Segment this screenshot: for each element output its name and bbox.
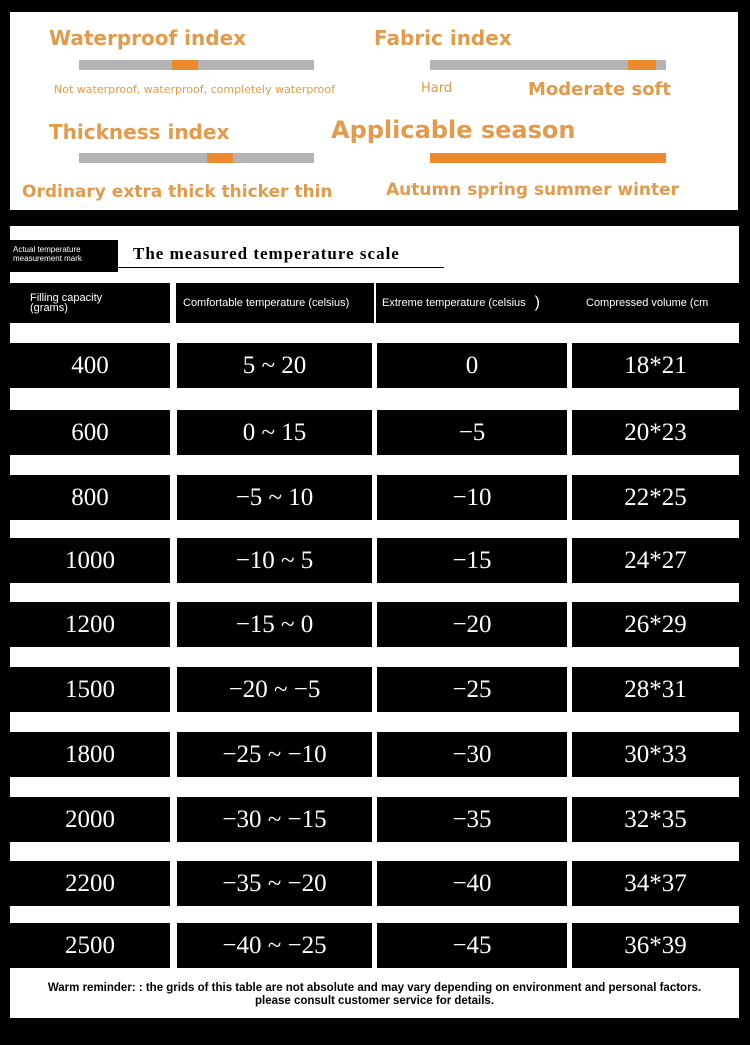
actual-temperature-mark-label: Actual temperature measurement mark <box>10 240 118 272</box>
filling-capacity-cell: 2200 <box>10 861 170 906</box>
waterproof-index-marker <box>172 60 198 70</box>
compressed-volume-cell: 30*33 <box>572 732 739 777</box>
table-row <box>10 861 739 906</box>
compressed-volume-cell: 22*25 <box>572 475 739 520</box>
comfortable-temperature-cell: −35 ~ −20 <box>177 861 372 906</box>
comfortable-temperature-cell: −30 ~ −15 <box>177 797 372 842</box>
comfortable-temperature-cell: −25 ~ −10 <box>177 732 372 777</box>
waterproof-index-title: Waterproof index <box>49 26 247 50</box>
comfortable-temperature-cell: −15 ~ 0 <box>177 602 372 647</box>
fabric-index-title: Fabric index <box>374 26 512 50</box>
comfortable-temperature-cell: 5 ~ 20 <box>177 343 372 388</box>
compressed-volume-cell: 36*39 <box>572 923 739 968</box>
extreme-temperature-cell: −25 <box>377 667 567 712</box>
filling-capacity-cell: 1000 <box>10 538 170 583</box>
extreme-temperature-cell: −40 <box>377 861 567 906</box>
header-extreme-label: Extreme temperature (celsius <box>382 297 526 309</box>
table-row <box>10 343 739 388</box>
extreme-temperature-cell: −5 <box>377 410 567 455</box>
season-options: Autumn spring summer winter <box>386 180 680 200</box>
compressed-volume-cell: 18*21 <box>572 343 739 388</box>
filling-capacity-cell: 600 <box>10 410 170 455</box>
comfortable-temperature-cell: −5 ~ 10 <box>177 475 372 520</box>
extreme-temperature-cell: −20 <box>377 602 567 647</box>
table-row <box>10 923 739 968</box>
table-row <box>10 475 739 520</box>
filling-capacity-cell: 800 <box>10 475 170 520</box>
thickness-index-bar <box>79 153 314 163</box>
header-compressed-volume <box>572 283 739 323</box>
header-filling-capacity <box>10 283 170 323</box>
warm-reminder-line-2: please consult customer service for details. <box>254 995 495 1007</box>
header-compressed-label: Compressed volume (cm <box>586 297 709 309</box>
filling-capacity-cell: 400 <box>10 343 170 388</box>
extreme-temperature-cell: −15 <box>377 538 567 583</box>
header-comfortable-temperature <box>176 283 374 323</box>
waterproof-index-options: Not waterproof, waterproof, completely waterproof <box>54 83 336 96</box>
warm-reminder <box>10 982 739 1008</box>
filling-capacity-cell: 1200 <box>10 602 170 647</box>
table-row <box>10 410 739 455</box>
thickness-index-title: Thickness index <box>49 120 230 144</box>
applicable-season-title: Applicable season <box>331 116 576 144</box>
filling-capacity-cell: 2500 <box>10 923 170 968</box>
header-extreme-paren: ) <box>534 294 540 311</box>
header-extreme-temperature <box>376 283 572 323</box>
extreme-temperature-cell: −45 <box>377 923 567 968</box>
filling-capacity-cell: 2000 <box>10 797 170 842</box>
thickness-index-options: Ordinary extra thick thicker thin <box>22 182 333 202</box>
fabric-index-marker <box>628 60 656 70</box>
extreme-temperature-cell: −35 <box>377 797 567 842</box>
header-filling-capacity-label: Filling capacity (grams) <box>30 292 103 314</box>
compressed-volume-cell: 24*27 <box>572 538 739 583</box>
temperature-table <box>10 226 739 1018</box>
waterproof-index-bar <box>79 60 314 70</box>
comfortable-temperature-cell: −40 ~ −25 <box>177 923 372 968</box>
extreme-temperature-cell: 0 <box>377 343 567 388</box>
table-row <box>10 732 739 777</box>
compressed-volume-cell: 28*31 <box>572 667 739 712</box>
compressed-volume-cell: 32*35 <box>572 797 739 842</box>
compressed-volume-cell: 20*23 <box>572 410 739 455</box>
title-underline <box>118 267 444 268</box>
thickness-index-marker <box>207 153 233 163</box>
warm-reminder-line-1: Warm reminder: : the grids of this table are not absolute and may vary depending on environment and personal factors. <box>47 982 702 994</box>
table-row <box>10 667 739 712</box>
comfortable-temperature-cell: −10 ~ 5 <box>177 538 372 583</box>
extreme-temperature-cell: −30 <box>377 732 567 777</box>
comfortable-temperature-cell: −20 ~ −5 <box>177 667 372 712</box>
season-bar <box>430 153 666 163</box>
header-comfortable-label: Comfortable temperature (celsius) <box>183 297 350 309</box>
compressed-volume-cell: 34*37 <box>572 861 739 906</box>
table-row <box>10 602 739 647</box>
season-marker <box>430 153 666 163</box>
filling-capacity-cell: 1800 <box>10 732 170 777</box>
table-row <box>10 797 739 842</box>
fabric-hard-label: Hard <box>421 81 453 96</box>
extreme-temperature-cell: −10 <box>377 475 567 520</box>
fabric-index-bar <box>430 60 666 70</box>
compressed-volume-cell: 26*29 <box>572 602 739 647</box>
table-row <box>10 538 739 583</box>
comfortable-temperature-cell: 0 ~ 15 <box>177 410 372 455</box>
fabric-soft-label: Moderate soft <box>528 79 671 100</box>
temperature-scale-title: The measured temperature scale <box>133 244 400 263</box>
index-panel <box>10 12 738 210</box>
filling-capacity-cell: 1500 <box>10 667 170 712</box>
